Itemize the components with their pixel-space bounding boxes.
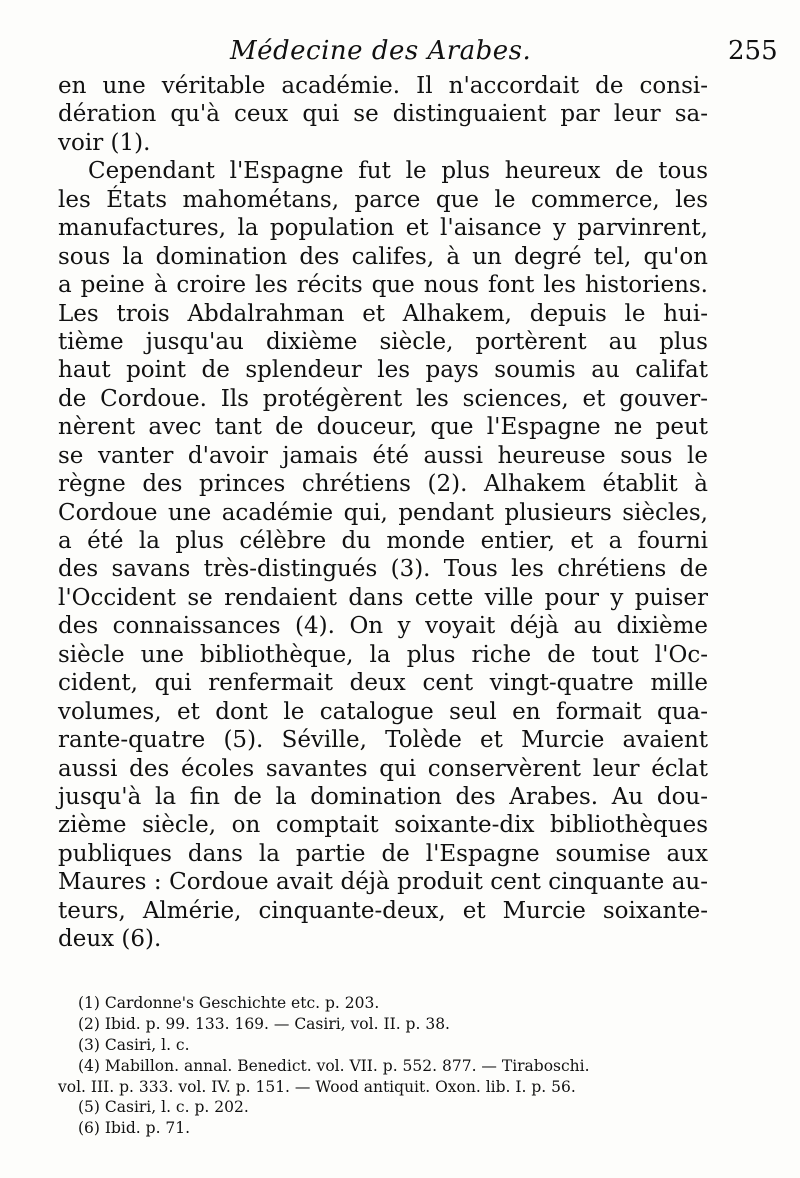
text-line: Les trois Abdalrahman et Alhakem, depuis le hui-: [58, 300, 708, 327]
text-line: publiques dans la partie de l'Espagne soumise aux: [58, 840, 708, 867]
text-line: manufactures, la population et l'aisance y parvinrent,: [58, 215, 708, 242]
page-header: [0, 36, 800, 70]
text-line: aussi des écoles savantes qui conservèrent leur éclat: [58, 755, 708, 782]
text-line: les États mahométans, parce que le commerce, les: [58, 186, 708, 213]
body-text: [58, 72, 708, 954]
text-line: Cependant l'Espagne fut le plus heureux de tous: [88, 158, 708, 185]
text-line: a peine à croire les récits que nous font les historiens.: [58, 272, 708, 299]
footnote-continuation: vol. III. p. 333. vol. IV. p. 151. — Wood antiquit. Oxon. lib. I. p. 56.: [58, 1077, 576, 1096]
text-line: teurs, Almérie, cinquante-deux, et Murcie soixante-: [58, 897, 708, 924]
footnote: (4) Mabillon. annal. Benedict. vol. VII. p. 552. 877. — Tiraboschi.: [78, 1056, 590, 1075]
text-line: voir (1).: [58, 129, 151, 156]
text-line: deux (6).: [58, 926, 162, 953]
text-line: rante-quatre (5). Séville, Tolède et Murcie avaient: [58, 727, 708, 754]
text-line: des connaissances (4). On y voyait déjà au dixième: [58, 613, 708, 640]
text-line: a été la plus célèbre du monde entier, et a fourni: [58, 528, 708, 554]
text-line: sous la domination des califes, à un degré tel, qu'on: [58, 243, 708, 270]
text-line: zième siècle, on comptait soixante-dix bibliothèques: [58, 812, 708, 839]
page-number: 255: [728, 36, 778, 66]
footnote: (2) Ibid. p. 99. 133. 169. — Casiri, vol. II. p. 38.: [78, 1014, 450, 1033]
text-line: cident, qui renfermait deux cent vingt-quatre mille: [58, 670, 708, 697]
footnote: (5) Casiri, l. c. p. 202.: [78, 1098, 249, 1117]
footnote: (3) Casiri, l. c.: [78, 1035, 190, 1054]
text-line: haut point de splendeur les pays soumis au califat: [58, 357, 708, 384]
text-line: tième jusqu'au dixième siècle, portèrent au plus: [58, 328, 708, 355]
running-title: Médecine des Arabes.: [230, 36, 532, 66]
text-line: jusqu'à la fin de la domination des Arabes. Au dou-: [58, 783, 708, 810]
footnotes: [58, 993, 718, 1139]
footnote: (1) Cardonne's Geschichte etc. p. 203.: [78, 994, 380, 1012]
text-line: l'Occident se rendaient dans cette ville pour y puiser: [58, 584, 708, 611]
text-line: des savans très-distingués (3). Tous les chrétiens de: [58, 556, 708, 583]
text-line: Maures : Cordoue avait déjà produit cent cinquante au-: [58, 869, 708, 896]
text-line: siècle une bibliothèque, la plus riche de tout l'Oc-: [58, 641, 708, 668]
text-line: de Cordoue. Ils protégèrent les sciences, et gouver-: [58, 385, 708, 412]
text-line: volumes, et dont le catalogue seul en formait qua-: [58, 698, 708, 725]
text-line: nèrent avec tant de douceur, que l'Espagne ne peut: [58, 414, 708, 441]
text-line: règne des princes chrétiens (2). Alhakem établit à: [58, 471, 708, 498]
text-line: Cordoue une académie qui, pendant plusieurs siècles,: [58, 499, 708, 526]
text-line: se vanter d'avoir jamais été aussi heureuse sous le: [58, 442, 708, 469]
footnote: (6) Ibid. p. 71.: [78, 1119, 191, 1138]
text-line: en une véritable académie. Il n'accordait de consi-: [58, 73, 708, 99]
text-line: dération qu'à ceux qui se distinguaient par leur sa-: [58, 101, 708, 128]
